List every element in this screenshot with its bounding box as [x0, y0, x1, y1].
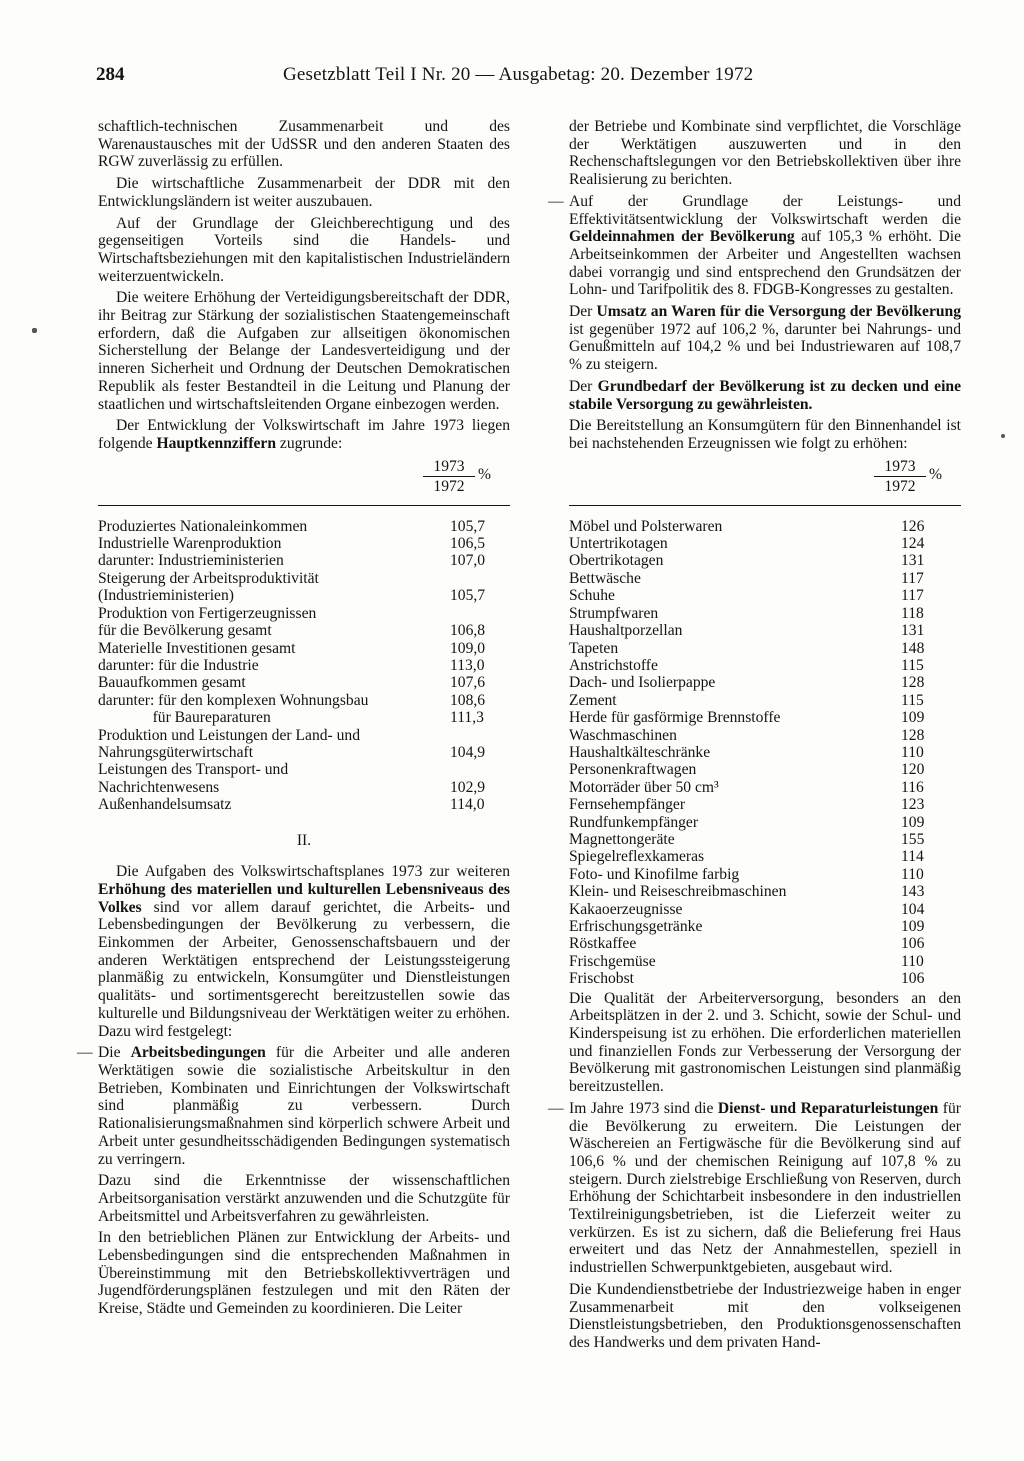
text-run: Die Aufgaben des Volkswirtschaftsplanes 1973 zur weiteren: [116, 863, 510, 881]
row-label: Schuhe: [569, 587, 615, 605]
table-rule: [569, 505, 961, 506]
row-value: 118: [901, 604, 924, 622]
bold-text: Dienst- und Reparaturleistungen: [717, 1099, 939, 1117]
ratio-numerator: 1973: [423, 457, 475, 477]
row-value: 105,7: [450, 587, 486, 605]
row-value: 110: [901, 952, 924, 970]
dash-item: [77, 1044, 510, 1168]
row-value: 115: [901, 691, 924, 709]
paragraph: [98, 417, 510, 452]
indicators-table: [98, 518, 510, 814]
text-run: zugrunde:: [276, 434, 343, 452]
dash-mark: —: [548, 192, 564, 210]
paragraph: In den betrieblichen Plänen zur Entwicklung der Arbeits- und Lebensbedingungen sind die entsprechenden Maßnahmen in Übereinstimmung mit den Betriebskollektivverträgen und Jugendförderungsplänen festzulegen und mit den Räten der Kreise, Städte und Gemeinden zu koordinieren. Die Leiter: [98, 1229, 510, 1318]
row-value: 105,7: [450, 517, 486, 535]
text-run: Im Jahre 1973 sind die: [569, 1099, 718, 1117]
row-label: Materielle Investitionen gesamt: [98, 639, 296, 657]
bold-text: Geldeinnahmen der Bevölkerung: [569, 228, 795, 246]
paragraph: [98, 863, 510, 1040]
table-row: [98, 552, 510, 569]
row-label: Bauaufkommen gesamt: [98, 674, 246, 692]
scan-speck: [32, 328, 37, 333]
row-value: 110: [901, 743, 924, 761]
row-value: 109: [901, 709, 925, 727]
row-value: 102,9: [450, 778, 486, 796]
row-label: Haushaltkälteschränke: [569, 743, 711, 761]
table-row: [98, 744, 510, 761]
table-row: [569, 866, 961, 883]
ratio-denominator: 1972: [884, 477, 916, 495]
bold-text: Umsatz an Waren für die Versorgung der Bevölkerung: [596, 303, 962, 321]
row-label: für Baureparaturen: [98, 709, 271, 727]
text-run: für die Arbeiter und alle anderen Werktätigen sowie die sozialistische Arbeitskultur in den Betrieben, Kombinaten und Einrichtungen der Volkswirtschaft sind planmäßig zu verbessern. Durch Rationalisierungsmaßnahmen sind körperlich schwere Arbeit und Arbeit unter gesundheitsschädigenden Bedingungen systematisch zu verringern.: [98, 1044, 510, 1168]
section-heading: II.: [296, 831, 312, 849]
table-row: [98, 570, 510, 587]
page-number: 284: [96, 64, 125, 85]
text-run: für die Bevölkerung zu erweitern. Die Leistungen der Wäschereien an Fertigwäsche für die Bevölkerung sind auf 106,6 % und der chemischen Reinigung auf 107,8 % zu steigern. Durch zielstrebige Erschließung von Reserven, durch Erhöhung der Schichtarbeit insbesondere in den industriellen Textilreinigungsbetrieben, ist die Lieferzeit weiter zu verkürzen. Es ist zu sichern, daß die Belieferung frei Haus erweitert und das Netz der Annahmestellen, speziell in industriellen Schwerpunktgebieten, ausgebaut wird.: [569, 1099, 961, 1277]
ratio-denominator: 1972: [433, 477, 465, 495]
ratio-numerator: 1973: [874, 457, 926, 477]
row-label: Röstkaffee: [569, 935, 637, 953]
table-row: [98, 518, 510, 535]
dash-item: [548, 1099, 961, 1277]
row-label: Motorräder über 50 cm³: [569, 778, 719, 796]
row-value: 111,3: [450, 709, 484, 727]
row-value: 117: [901, 587, 924, 605]
row-value: 104: [901, 900, 925, 918]
row-value: 126: [901, 517, 925, 535]
table-row: [569, 761, 961, 778]
table-row: [569, 953, 961, 970]
row-label: Produziertes Nationaleinkommen: [98, 517, 308, 535]
table-row: [98, 640, 510, 657]
paragraph: [569, 378, 961, 413]
row-label: Steigerung der Arbeitsproduktivität: [98, 569, 319, 587]
table-row: [569, 657, 961, 674]
text-run: Auf der Grundlage der Leistungs- und Effektivitätsentwicklung der Volkswirtschaft werden die: [569, 192, 961, 228]
row-value: 124: [901, 535, 925, 553]
table-row: [569, 535, 961, 552]
paragraph: der Betriebe und Kombinate sind verpflichtet, die Vorschläge der Werktätigen auszuwerten und in den Rechenschaftslegungen vor den Betriebskollektiven über ihre Realisierung zu berichten.: [569, 118, 961, 189]
text-run: sind vor allem darauf gerichtet, die Arbeits- und Lebensbedingungen der Bevölkerung zu verbessern, die Einkommen der Arbeiter, Genossenschaftsbauern und der anderen Werktätigen entsprechend der Leistungssteigerung planmäßig zu entwickeln, Konsumgüter und Dienstleistungen qualitäts- und sortimentsgerecht bereitzustellen sowie das kulturelle und Bildungsniveau der Werktätigen weiter zu erhöhen. Dazu wird festgelegt:: [98, 898, 510, 1040]
table-row: [569, 570, 961, 587]
paragraph: Die Qualität der Arbeiterversorgung, besonders an den Arbeitsplätzen in der 2. und 3. Schicht, sowie der Schul- und Kinderspeisung ist zu erhöhen. Die erforderlichen materiellen und finanziellen Fonds zur Verbesserung der Versorgung der Bevölkerung mit gastronomischen Leistungen sind planmäßig bereitzustellen.: [569, 989, 961, 1096]
text-run: Der: [569, 377, 598, 395]
row-value: 117: [901, 569, 924, 587]
row-label: Dach- und Isolierpappe: [569, 674, 716, 692]
ratio-unit: %: [929, 465, 942, 483]
table-row: [569, 605, 961, 622]
row-value: 123: [901, 796, 925, 814]
row-value: 120: [901, 761, 925, 779]
bold-text: Grundbedarf der Bevölkerung ist zu decken und eine stabile Versorgung zu gewährleisten.: [569, 377, 961, 413]
row-label: Magnettongeräte: [569, 830, 675, 848]
row-label: Produktion von Fertigerzeugnissen: [98, 604, 317, 622]
bold-text: Arbeitsbedingungen: [130, 1044, 266, 1062]
table-row: [98, 674, 510, 691]
paragraph: Die Kundendienstbetriebe der Industriezweige haben in enger Zusammenarbeit mit den volkseigenen Dienstleistungsbetrieben, den Produktionsgenossenschaften des Handwerks und dem privaten Hand-: [569, 1280, 961, 1351]
dash-mark: —: [77, 1044, 93, 1062]
ratio-unit: %: [478, 465, 491, 483]
row-label: Foto- und Kinofilme farbig: [569, 865, 740, 883]
row-value: 114,0: [450, 796, 485, 814]
row-label: darunter: für die Industrie: [98, 656, 259, 674]
row-value: 115: [901, 656, 924, 674]
table-row: [569, 640, 961, 657]
table-row: [569, 552, 961, 569]
row-label: Personenkraftwagen: [569, 761, 697, 779]
table-row: [569, 814, 961, 831]
table-row: [569, 918, 961, 935]
row-label: Frischobst: [569, 970, 634, 988]
table-row: [98, 761, 510, 778]
row-value: [450, 570, 510, 587]
row-value: 106,5: [450, 535, 486, 553]
row-label: Spiegelreflexkameras: [569, 848, 705, 866]
right-column: [548, 118, 962, 1356]
table-row: [98, 796, 510, 813]
row-value: 106,8: [450, 622, 486, 640]
text-run: ist gegenüber 1972 auf 106,2 %, darunter bei Nahrungs- und Genußmitteln auf 104,2 % und bei Industriewaren auf 108,7 % zu steigern.: [569, 320, 961, 374]
table-row: [98, 727, 510, 744]
row-value: 106: [901, 935, 925, 953]
table-row: [569, 779, 961, 796]
table-row: [569, 796, 961, 813]
page-header: [96, 64, 966, 86]
text-run: Der Entwicklung der Volkswirtschaft im Jahre 1973 liegen folgende: [98, 417, 510, 452]
row-value: 155: [901, 830, 925, 848]
row-label: darunter: für den komplexen Wohnungsbau: [98, 691, 369, 709]
table-row: [98, 657, 510, 674]
table-row: [98, 692, 510, 709]
row-value: 110: [901, 865, 924, 883]
table-row: [569, 622, 961, 639]
paragraph: Die weitere Erhöhung der Verteidigungsbereitschaft der DDR, ihr Beitrag zur Stärkung der sozialistischen Staatengemeinschaft erfordern, daß die Aufgaben zur allseitigen ökonomischen Sicherstellung der Belange der Landesverteidigung und der inneren Sicherheit und Ordnung der Deutschen Demokratischen Republik als fester Bestandteil in die Leitung und Planung der staatlichen und wirtschaftsleitenden Organe einbezogen werden.: [98, 289, 510, 413]
row-value: 131: [901, 622, 925, 640]
row-value: 109: [901, 918, 925, 935]
row-label: Industrielle Warenproduktion: [98, 535, 282, 553]
row-value: 107,6: [450, 674, 486, 692]
row-value: 131: [901, 552, 925, 570]
row-value: 109,0: [450, 639, 486, 657]
row-label: Obertrikotagen: [569, 552, 664, 570]
paragraph: Dazu sind die Erkenntnisse der wissenschaftlichen Arbeitsorganisation verstärkt anzuwenden und die Schutzgüte für Arbeitsmittel und Arbeitsverfahren zu gewährleisten.: [98, 1172, 510, 1225]
row-label: Herde für gasförmige Brennstoffe: [569, 709, 781, 727]
row-value: 108,6: [450, 691, 486, 709]
row-value: 128: [901, 726, 925, 744]
row-label: Kakaoerzeugnisse: [569, 900, 683, 918]
table-row: [98, 535, 510, 552]
text-run: auf 105,3 % erhöht. Die Arbeitseinkommen der Arbeiter und Angestellten wachsen dabei vorrangig und sind entsprechend den Grundsätzen der Lohn- und Tarifpolitik des 8. FDGB-Kongresses zu gestalten.: [569, 228, 961, 299]
row-label: Produktion und Leistungen der Land- und: [98, 726, 361, 744]
table-row: [569, 709, 961, 726]
ratio-header: [98, 457, 510, 497]
row-value: 104,9: [450, 743, 486, 761]
row-value: 116: [901, 778, 924, 796]
table-row: [569, 587, 961, 604]
dash-mark: —: [548, 1099, 564, 1117]
table-row: [569, 744, 961, 761]
scan-speck: [1001, 434, 1005, 438]
row-label: Zement: [569, 691, 617, 709]
table-row: [569, 727, 961, 744]
row-label: Erfrischungsgetränke: [569, 918, 703, 935]
table-row: [569, 935, 961, 952]
page-title: Gesetzblatt Teil I Nr. 20 — Ausgabetag: 20. Dezember 1972: [283, 64, 754, 85]
row-label: Möbel und Polsterwaren: [569, 517, 723, 535]
paragraph: Die Bereitstellung an Konsumgütern für den Binnenhandel ist bei nachstehenden Erzeugnissen wie folgt zu erhöhen:: [569, 417, 961, 452]
row-value: [450, 761, 510, 778]
text-run: Der: [569, 303, 597, 321]
row-label: Waschmaschinen: [569, 726, 677, 744]
table-row: [98, 622, 510, 639]
row-value: 109: [901, 813, 925, 831]
table-row: [569, 848, 961, 865]
bold-text: Erhöhung des materiellen und kulturellen Lebensniveaus des Volkes: [98, 880, 510, 916]
row-label: Leistungen des Transport- und: [98, 761, 289, 779]
bold-text: Hauptkennziffern: [156, 434, 277, 452]
table-row: [569, 831, 961, 848]
row-label: Bettwäsche: [569, 569, 641, 587]
table-row: [569, 883, 961, 900]
goods-table: [569, 518, 961, 988]
ratio-header: [569, 457, 961, 497]
left-column: [77, 118, 510, 1322]
row-value: 148: [901, 639, 925, 657]
row-label: Nachrichtenwesens: [98, 778, 220, 796]
row-label: Tapeten: [569, 639, 619, 657]
table-row: [569, 518, 961, 535]
row-label: darunter: Industrieministerien: [98, 552, 284, 570]
row-value: 107,0: [450, 552, 486, 570]
row-label: Anstrichstoffe: [569, 656, 658, 674]
table-row: [98, 709, 510, 726]
paragraph: Die wirtschaftliche Zusammenarbeit der DDR mit den Entwicklungsländern ist weiter auszubauen.: [98, 175, 510, 210]
row-value: 113,0: [450, 656, 485, 674]
row-value: 128: [901, 674, 925, 692]
row-label: Untertrikotagen: [569, 535, 668, 553]
row-value: 143: [901, 883, 925, 901]
table-row: [569, 970, 961, 987]
row-label: für die Bevölkerung gesamt: [98, 622, 272, 640]
text-run: Die: [98, 1044, 131, 1062]
row-label: Fernsehempfänger: [569, 796, 686, 814]
table-row: [569, 901, 961, 918]
row-label: (Industrieministerien): [98, 587, 234, 605]
row-label: Klein- und Reiseschreibmaschinen: [569, 883, 787, 901]
row-label: Frischgemüse: [569, 952, 656, 970]
table-row: [98, 605, 510, 622]
row-label: Haushaltporzellan: [569, 622, 683, 640]
table-row: [98, 587, 510, 604]
row-value: 114: [901, 848, 924, 866]
paragraph: Auf der Grundlage der Gleichberechtigung und des gegenseitigen Vorteils sind die Handels- und Wirtschaftsbeziehungen mit den kapitalistischen Industrieländern weiterzuentwickeln.: [98, 214, 510, 285]
table-row: [569, 674, 961, 691]
paragraph: schaftlich-technischen Zusammenarbeit und des Warenaustausches mit der UdSSR und den anderen Staaten des RGW zuverlässig zu erfüllen.: [98, 118, 510, 171]
row-label: Rundfunkempfänger: [569, 813, 699, 831]
table-rule: [98, 505, 510, 506]
row-label: Strumpfwaren: [569, 604, 659, 622]
table-row: [569, 692, 961, 709]
row-value: [450, 727, 510, 744]
paragraph: [569, 303, 961, 374]
dash-item: [548, 192, 961, 299]
row-label: Außenhandelsumsatz: [98, 796, 232, 814]
row-value: [450, 605, 510, 622]
row-label: Nahrungsgüterwirtschaft: [98, 743, 254, 761]
table-row: [98, 779, 510, 796]
row-value: 106: [901, 970, 925, 988]
